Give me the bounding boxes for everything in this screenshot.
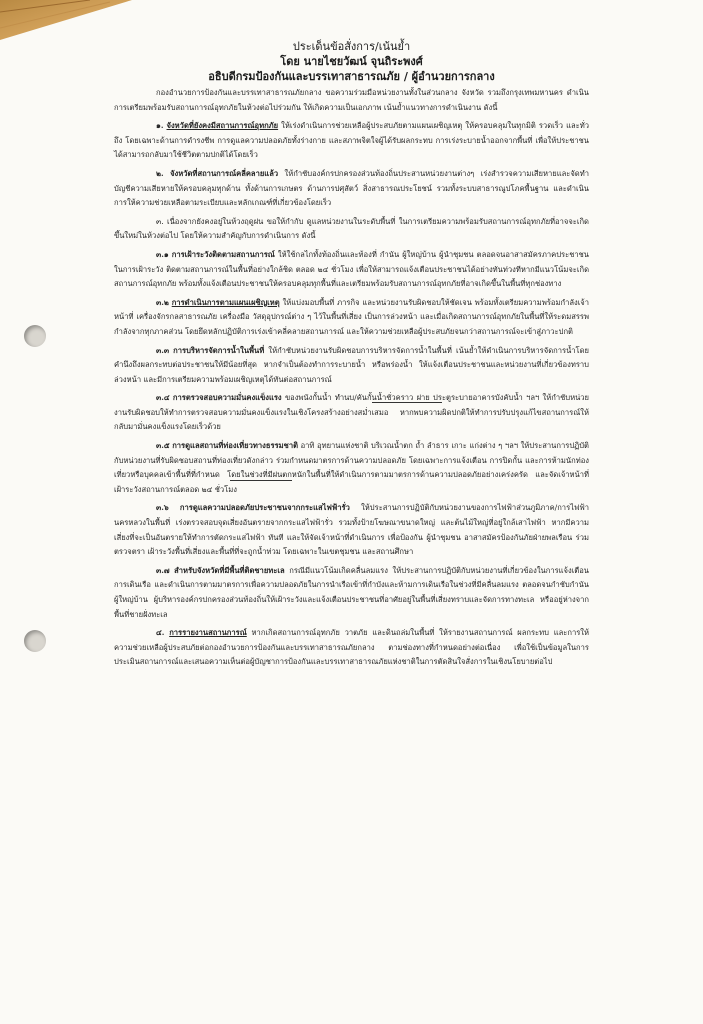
item-1: [114, 119, 589, 163]
subitem-3-3-number: ๓.๓: [156, 345, 170, 355]
subitem-3-3: [114, 344, 589, 388]
item-4-number: ๔.: [156, 628, 165, 638]
subitem-3-5: [114, 439, 589, 497]
subitem-3-1-title: การเฝ้าระวังติดตามสถานการณ์: [171, 249, 275, 259]
subitem-3-1-body: ให้ใช้กลไกทั้งท้องถิ่นและท้องที่ กำนัน ผู้ใหญ่บ้าน ผู้นำชุมชน ตลอดจนอาสาสมัครภาคประชาชน ในการเฝ้าระวัง ติดตามสถานการณ์ในพื้นที่อย่างใกล้ชิด ตลอด ๒๔ ชั่วโมง เพื่อให้สามารถแจ้งเตือนประชาชนได้อย่างทันท่วงทีหากมีแนวโน้มจะเกิดสถานการณ์อุทกภัย พร้อมทั้งแจ้งเตือนประชาชนให้ครอบคลุมทุกพื้นที่และเตรียมพร้อมรับสถานการณ์อุทกภัยที่อาจเกิดขึ้นในพื้นที่ทุกช่องทาง: [114, 249, 589, 289]
item-1-body: ให้เร่งดำเนินการช่วยเหลือผู้ประสบภัยตามแผนเผชิญเหตุ ให้ครอบคลุมในทุกมิติ รวดเร็ว และทั่วถึง โดยเฉพาะด้านการดำรงชีพ การดูแลความปลอดภัยทั้งร่างกาย และสภาพจิตใจผู้ได้รับผลกระทบ การเร่งระบายน้ำออกจากพื้นที่ เพื่อให้ประชาชนได้สามารถกลับมาใช้ชีวิตตามปกติได้โดยเร็ว: [114, 121, 589, 160]
item-1-number: ๑.: [156, 121, 164, 131]
subitem-3-5-body: อาทิ อุทยานแห่งชาติ บริเวณน้ำตก ถ้ำ ลำธาร เกาะ แก่งต่าง ๆ ฯลฯ ให้ประสานการปฏิบัติกับหน่วยงานที่รับผิดชอบสถานที่ท่องเที่ยวดังกล่าว ร่วมกำหนดมาตรการด้านความปลอดภัย โดยเฉพาะการแจ้งเตือน การปิดกั้น และการห้ามนักท่องเที่ยวหรือบุคคลเข้าพื้นที่ที่กำหนด โดยในช่วงที่มีฝนตกหนักในพื้นที่ให้ดำเนินการตามมาตรการด้านความปลอดภัยอย่างเคร่งครัด และจัดเจ้าหน้าที่เฝ้าระวังสถานการณ์ตลอด ๒๔ ชั่วโมง: [114, 441, 589, 494]
item-2-number: ๒.: [156, 168, 164, 178]
subitem-3-6: [114, 501, 589, 559]
item-3: [114, 215, 589, 244]
subitem-3-7-title: สำหรับจังหวัดที่มีพื้นที่ติดชายทะเล: [174, 565, 285, 575]
item-2-body: ให้กำชับองค์กรปกครองส่วนท้องถิ่นประสานหน่วยงานต่างๆ เร่งสำรวจความเสียหายและจัดทำบัญชีความเสียหายให้ครอบคลุมทุกด้าน ทั้งด้านการเกษตร ด้านการปศุสัตว์ สิ่งสาธารณประโยชน์ รวมทั้งระบบสาธารณูปโภคพื้นฐาน และดำเนินการให้ความช่วยเหลือตามระเบียบและหลักเกณฑ์ที่เกี่ยวข้องโดยเร็ว: [114, 168, 589, 208]
document-body: [114, 86, 589, 670]
subitem-3-4-number: ๓.๔: [156, 393, 170, 403]
subitem-3-6-body: ให้ประสานการปฏิบัติกับหน่วยงานของการไฟฟ้าส่วนภูมิภาค/การไฟฟ้านครหลวงในพื้นที่ เร่งตรวจสอบจุดเสี่ยงอันตรายจากกระแสไฟฟ้ารั่ว รวมทั้งป้ายโฆษณาขนาดใหญ่ และต้นไม้ใหญ่ที่อยู่ใกล้เสาไฟฟ้า หากมีความเสี่ยงที่จะเป็นอันตรายให้ทำการตัดกระแสไฟฟ้า ทันที และให้จัดเจ้าหน้าที่ดำเนินการ เพื่อป้องกัน ผู้นำชุมชน อาสาสมัครป้องกันภัยฝ่ายพลเรือน ร่วมตรวจตรา เฝ้าระวังพื้นที่เสี่ยงและพื้นที่ที่จะถูกน้ำท่วม โดยเฉพาะในเขตชุมชน และสถานศึกษา: [114, 503, 589, 557]
subitem-3-1-number: ๓.๑: [156, 249, 169, 259]
item-2-title: จังหวัดที่สถานการณ์คลี่คลายแล้ว: [170, 168, 279, 178]
subitem-3-3-body: ให้กำชับหน่วยงานรับผิดชอบการบริหารจัดการน้ำในพื้นที่ เน้นย้ำให้ดำเนินการบริหารจัดการน้ำโดยคำนึงถึงผลกระทบต่อประชาชนให้มีน้อยที่สุด หากจำเป็นต้องทำการระบายน้ำ หรือพร่องน้ำ ให้แจ้งเตือนประชาชนและหน่วยงานที่เกี่ยวข้องทราบล่วงหน้า และมีการเตรียมความพร้อมเผชิญเหตุได้ทันต่อสถานการณ์: [114, 345, 589, 384]
subitem-3-2-body: ให้แบ่งมอบพื้นที่ ภารกิจ และหน่วยงานรับผิดชอบให้ชัดเจน พร้อมทั้งเตรียมความพร้อมกำลังเจ้าหน้าที่ เครื่องจักรกลสาธารณภัย เครื่องมือ วัสดุอุปกรณ์ต่าง ๆ ไว้ในพื้นที่เสี่ยง เป็นการล่วงหน้า และเมื่อเกิดสถานการณ์อุทกภัยในพื้นที่ให้ระดมสรรพกำลังจากทุกภาคส่วน โดยยึดหลักปฏิบัติการเร่งเข้าคลี่คลายสถานการณ์ และให้ความช่วยเหลือผู้ประสบภัยจนกว่าสถานการณ์จะเข้าสู่ภาวะปกติ: [114, 297, 589, 336]
subitem-3-7-body: กรณีมีแนวโน้มเกิดคลื่นลมแรง ให้ประสานการปฏิบัติกับหน่วยงานที่เกี่ยวข้องในการแจ้งเตือนการเดินเรือ และดำเนินการตามมาตรการเพื่อความปลอดภัยในการนำเรือเข้าที่กำบังและห้ามการเดินเรือในช่วงที่มีคลื่นลมแรง ตลอดจนกำชับกำนัน ผู้ใหญ่บ้าน ผู้บริหารองค์กรปกครองส่วนท้องถิ่นให้เฝ้าระวังและแจ้งเตือนประชาชนที่อาศัยอยู่ในพื้นที่เสี่ยงทราบและจัดการทางทะเล หรืออยู่ห่างจากพื้นที่ชายฝั่งทะเล: [114, 565, 589, 619]
item-3-body: เนื่องจากยังคงอยู่ในห้วงฤดูฝน ขอให้กำกับ ดูแลหน่วยงานในระดับพื้นที่ ในการเตรียมความพร้อมรับสถานการณ์อุทกภัยที่อาจจะเกิดขึ้นใหม่ในห้วงต่อไป โดยให้ความสำคัญกับการดำเนินการ ดังนี้: [114, 216, 589, 241]
item-4-title: การรายงานสถานการณ์: [169, 628, 247, 638]
subitem-3-4-title: การตรวจสอบความมั่นคงแข็งแรง: [172, 393, 282, 403]
item-2: [114, 167, 589, 211]
punch-hole-bottom: [24, 630, 46, 652]
header-line-3: อธิบดีกรมป้องกันและบรรเทาสาธารณภัย / ผู้อำนวยการกลาง: [208, 70, 495, 83]
subitem-3-3-title: การบริหารจัดการน้ำในพื้นที่: [173, 345, 265, 355]
pen-underline-mark: [230, 480, 292, 481]
subitem-3-4: [114, 391, 589, 435]
subitem-3-5-number: ๓.๕: [156, 441, 170, 451]
subitem-3-5-title: การดูแลสถานที่ท่องเที่ยวทางธรรมชาติ: [172, 441, 299, 451]
subitem-3-6-title: การดูแลความปลอดภัยประชาชนจากกระแสไฟฟ้ารั่ว: [179, 503, 350, 513]
subitem-3-7-number: ๓.๗: [156, 565, 170, 575]
subitem-3-4-body: ของพนังกั้นน้ำ ทำนบ/คันกั้นน้ำชั่วคราว ฝาย ประตูระบายอาคารบังคับน้ำ ฯลฯ ให้กำชับหน่วยงานรับผิดชอบให้ทำการตรวจสอบความมั่นคงแข็งแรงในเชิงโครงสร้างอย่างสม่ำเสมอ หากพบความผิดปกติให้ทำการปรับปรุงแก้ไขสถานการณ์ให้กลับมามั่นคงแข็งแรงโดยเร็วด้วย: [114, 393, 589, 432]
subitem-3-1: [114, 248, 589, 292]
subitem-3-6-number: ๓.๖: [156, 503, 169, 513]
subitem-3-2: [114, 296, 589, 340]
punch-hole-top: [24, 325, 46, 347]
intro-paragraph: กองอำนวยการป้องกันและบรรเทาสาธารณภัยกลาง ขอความร่วมมือหน่วยงานทั้งในส่วนกลาง จังหวัด รวมถึงกรุงเทพมหานคร ดำเนินการเตรียมพร้อมรับสถานการณ์อุทกภัยในห้วงต่อไปร่วมกัน ให้เกิดความเป็นเอกภาพ เน้นย้ำแนวทางการดำเนินงาน ดังนี้: [114, 88, 589, 112]
subitem-3-2-title: การดำเนินการตามแผนเผชิญเหตุ: [171, 297, 280, 307]
item-4: [114, 626, 589, 670]
subitem-3-7: [114, 564, 589, 622]
item-3-number: ๓.: [156, 216, 164, 226]
header-line-1: ประเด็นข้อสั่งการ/เน้นย้ำ: [292, 40, 411, 53]
header-line-2: โดย นายไชยวัฒน์ จุนถิระพงศ์: [280, 55, 423, 68]
subitem-3-2-number: ๓.๒: [156, 297, 169, 307]
pen-underline-mark: [372, 402, 442, 403]
item-1-title: จังหวัดที่ยังคงมีสถานการณ์อุทกภัย: [166, 121, 279, 131]
item-4-body: หากเกิดสถานการณ์อุทกภัย วาตภัย และดินถล่มในพื้นที่ ให้รายงานสถานการณ์ ผลกระทบ และการให้ความช่วยเหลือผู้ประสบภัยต่อกองอำนวยการป้องกันและบรรเทาสาธารณภัยกลาง ตามช่องทางที่กำหนดอย่างต่อเนื่อง เพื่อใช้เป็นข้อมูลในการประเมินสถานการณ์และเสนอความเห็นต่อผู้บัญชาการป้องกันและบรรเทาสาธารณภัยแห่งชาติในการตัดสินใจสั่งการในเชิงนโยบายต่อไป: [114, 628, 590, 667]
